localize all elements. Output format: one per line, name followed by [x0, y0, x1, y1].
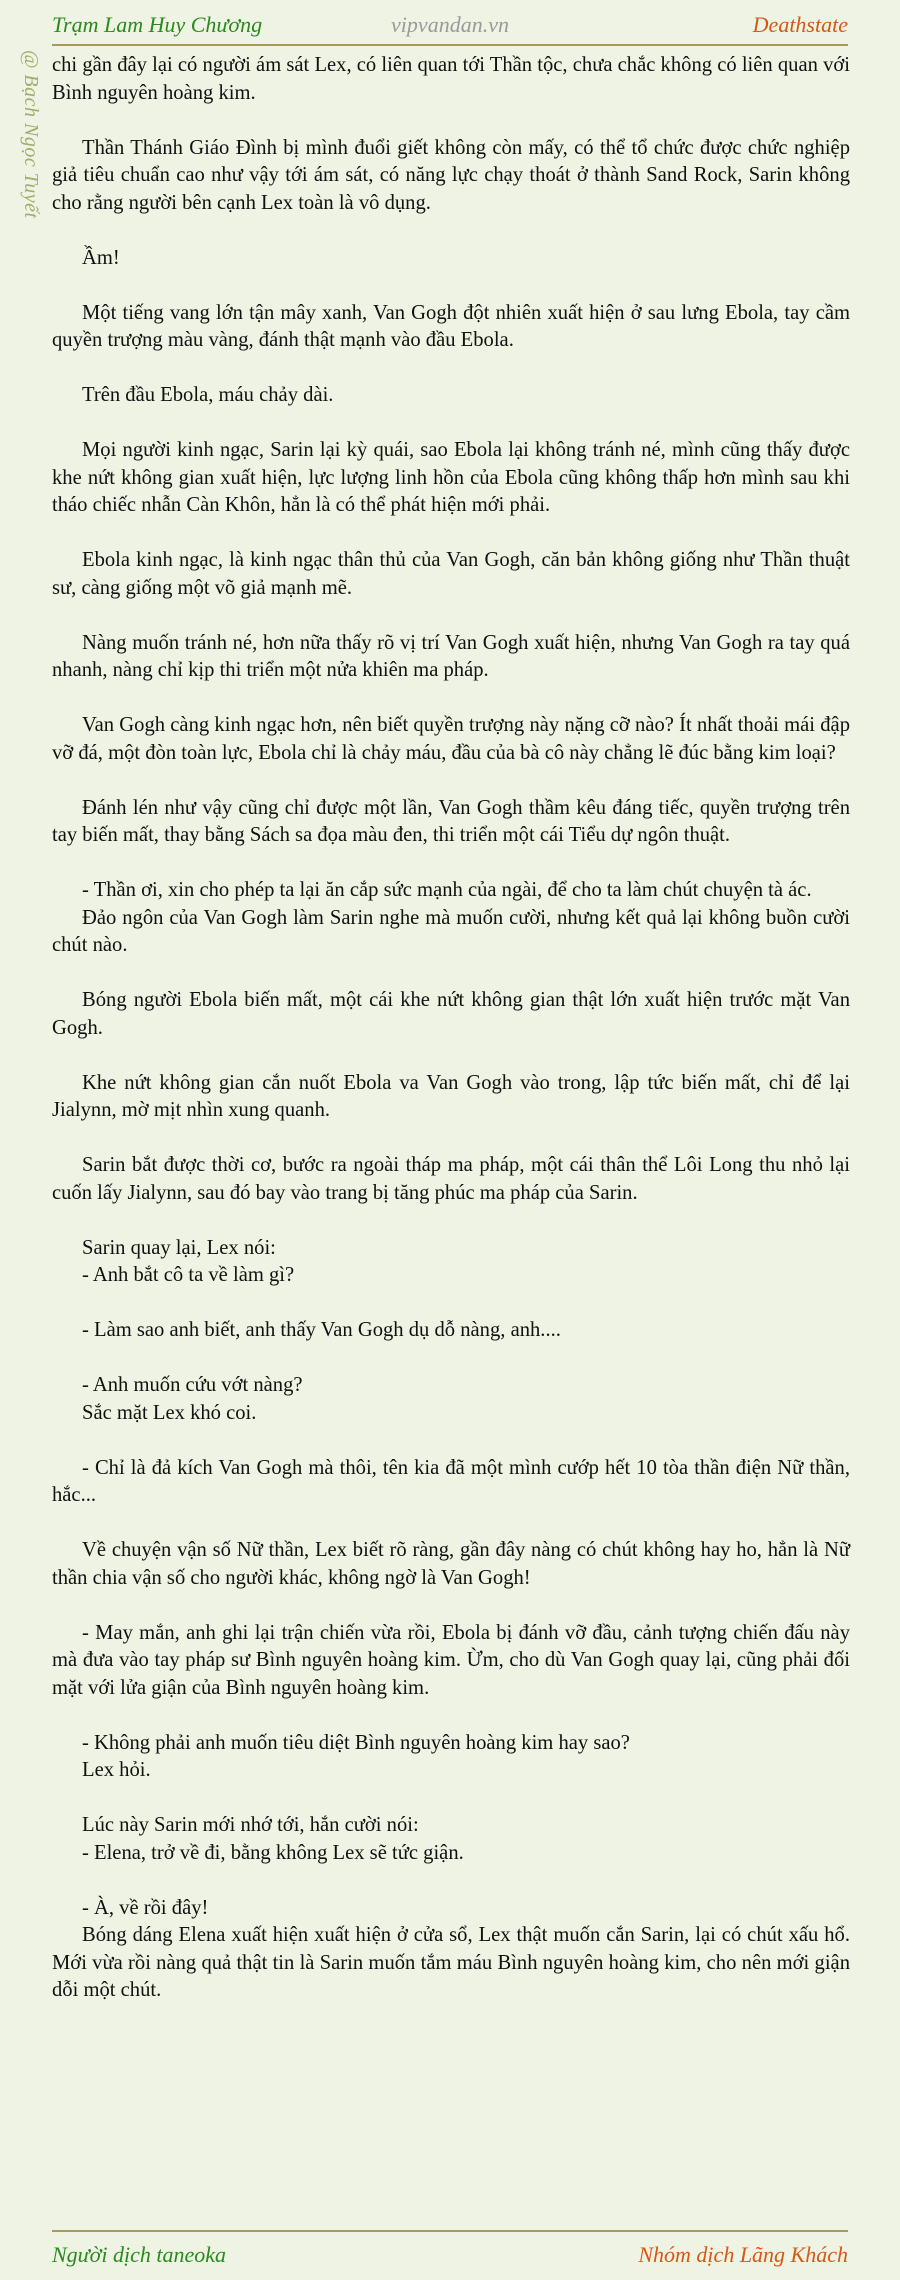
- paragraph: Bóng dáng Elena xuất hiện xuất hiện ở cửa sổ, Lex thật muốn cắn Sarin, lại có chút xấu hổ. Mới vừa rồi nàng quả thật tin là Sarin muốn tắm máu Bình nguyên hoàng kim, cho nên mới giận dỗi một chút.: [52, 1924, 850, 2001]
- paragraph: Đảo ngôn của Van Gogh làm Sarin nghe mà muốn cười, nhưng kết quả lại không buồn cười chút nào.: [52, 906, 850, 956]
- story-text: [52, 52, 850, 2032]
- paragraph: Lúc này Sarin mới nhớ tới, hắn cười nói:: [82, 1814, 419, 1836]
- paragraph: - Elena, trở về đi, bằng không Lex sẽ tức giận.: [82, 1841, 464, 1864]
- header-author: Deathstate: [752, 12, 848, 37]
- paragraph: Khe nứt không gian cắn nuốt Ebola va Van Gogh vào trong, lập tức biến mất, chỉ để lại Jialynn, mờ mịt nhìn xung quanh.: [52, 1071, 850, 1121]
- paragraph: Trên đầu Ebola, máu chảy dài.: [82, 384, 334, 406]
- paragraph: - May mắn, anh ghi lại trận chiến vừa rồi, Ebola bị đánh vỡ đầu, cảnh tượng chiến đấu này mà đưa vào tay pháp sư Bình nguyên hoàng kim. Ừm, cho dù Van Gogh quay lại, cũng phải đối mặt với lửa giận của Bình nguyên hoàng kim.: [52, 1621, 850, 1699]
- paragraph: - Chỉ là đả kích Van Gogh mà thôi, tên kia đã một mình cướp hết 10 tòa thần điện Nữ thần, hắc...: [52, 1456, 850, 1506]
- paragraph: Ebola kinh ngạc, là kinh ngạc thân thủ của Van Gogh, căn bản không giống như Thần thuật sư, càng giống một võ giả mạnh mẽ.: [52, 549, 850, 599]
- side-watermark: @ Bạch Ngọc Tuyết: [20, 50, 42, 219]
- page-header: [52, 6, 848, 46]
- header-url: vipvandan.vn: [391, 12, 509, 37]
- paragraph: Sarin quay lại, Lex nói:: [82, 1236, 276, 1259]
- paragraph: - Không phải anh muốn tiêu diệt Bình nguyên hoàng kim hay sao?: [82, 1731, 630, 1754]
- paragraph: - Anh bắt cô ta về làm gì?: [82, 1264, 295, 1286]
- footer-group: Nhóm dịch Lãng Khách: [638, 2242, 848, 2267]
- paragraph: Van Gogh càng kinh ngạc hơn, nên biết quyền trượng này nặng cỡ nào? Ít nhất thoải mái đập vỡ đá, một đòn toàn lực, Ebola chỉ là chảy máu, đầu của bà cô này chẳng lẽ đúc bằng kim loại?: [52, 714, 850, 764]
- paragraph: - Thần ơi, xin cho phép ta lại ăn cắp sức mạnh của ngài, để cho ta làm chút chuyện tà ác.: [82, 879, 812, 901]
- paragraph: - Anh muốn cứu vớt nàng?: [82, 1374, 303, 1396]
- paragraph: Thần Thánh Giáo Đình bị mình đuổi giết không còn mấy, có thể tổ chức được chức nghiệp giả tiêu chuẩn cao như vậy tới ám sát, có năng lực chạy thoát ở thành Sand Rock, Sarin không cho rằng người bên cạnh Lex toàn là vô dụng.: [52, 136, 850, 214]
- paragraph: Sarin bắt được thời cơ, bước ra ngoài tháp ma pháp, một cái thân thể Lôi Long thu nhỏ lại cuốn lấy Jialynn, sau đó bay vào trang bị tăng phúc ma pháp của Sarin.: [52, 1154, 850, 1204]
- footer-translator: Người dịch taneoka: [52, 2242, 227, 2267]
- paragraph: Ầm!: [82, 246, 120, 269]
- paragraph: Đánh lén như vậy cũng chỉ được một lần, Van Gogh thầm kêu đáng tiếc, quyền trượng trên tay biến mất, thay bằng Sách sa đọa màu đen, thi triển một cái Tiểu dự ngôn thuật.: [52, 796, 850, 846]
- paragraph: Một tiếng vang lớn tận mây xanh, Van Gogh đột nhiên xuất hiện ở sau lưng Ebola, tay cầm quyền trượng màu vàng, đánh thật mạnh vào đầu Ebola.: [52, 301, 850, 351]
- paragraph: - À, về rồi đây!: [82, 1896, 209, 1919]
- paragraph: Nàng muốn tránh né, hơn nữa thấy rõ vị trí Van Gogh xuất hiện, nhưng Van Gogh ra tay quá nhanh, nàng chỉ kịp thi triển một nửa khiên ma pháp.: [52, 631, 850, 681]
- paragraph: chi gần đây lại có người ám sát Lex, có liên quan tới Thần tộc, chưa chắc không có liên quan với Bình nguyên hoàng kim.: [52, 54, 850, 104]
- page-footer: [52, 2230, 848, 2272]
- paragraph: - Làm sao anh biết, anh thấy Van Gogh dụ dỗ nàng, anh....: [82, 1319, 561, 1341]
- paragraph: Mọi người kinh ngạc, Sarin lại kỳ quái, sao Ebola lại không tránh né, mình cũng thấy được khe nứt không gian xuất hiện, lực lượng linh hồn của Ebola cũng không thấp hơn mình sau khi tháo chiếc nhẫn Càn Khôn, hẳn là có thể phát hiện mới phải.: [52, 439, 850, 516]
- paragraph: Về chuyện vận số Nữ thần, Lex biết rõ ràng, gần đây nàng có chút không hay ho, hẳn là Nữ thần chia vận số cho người khác, không ngờ là Van Gogh!: [52, 1539, 850, 1589]
- paragraph: Lex hỏi.: [82, 1759, 151, 1781]
- header-site-name: Trạm Lam Huy Chương: [52, 12, 263, 37]
- paragraph: Bóng người Ebola biến mất, một cái khe nứt không gian thật lớn xuất hiện trước mặt Van Gogh.: [52, 989, 850, 1039]
- paragraph: Sắc mặt Lex khó coi.: [82, 1401, 257, 1424]
